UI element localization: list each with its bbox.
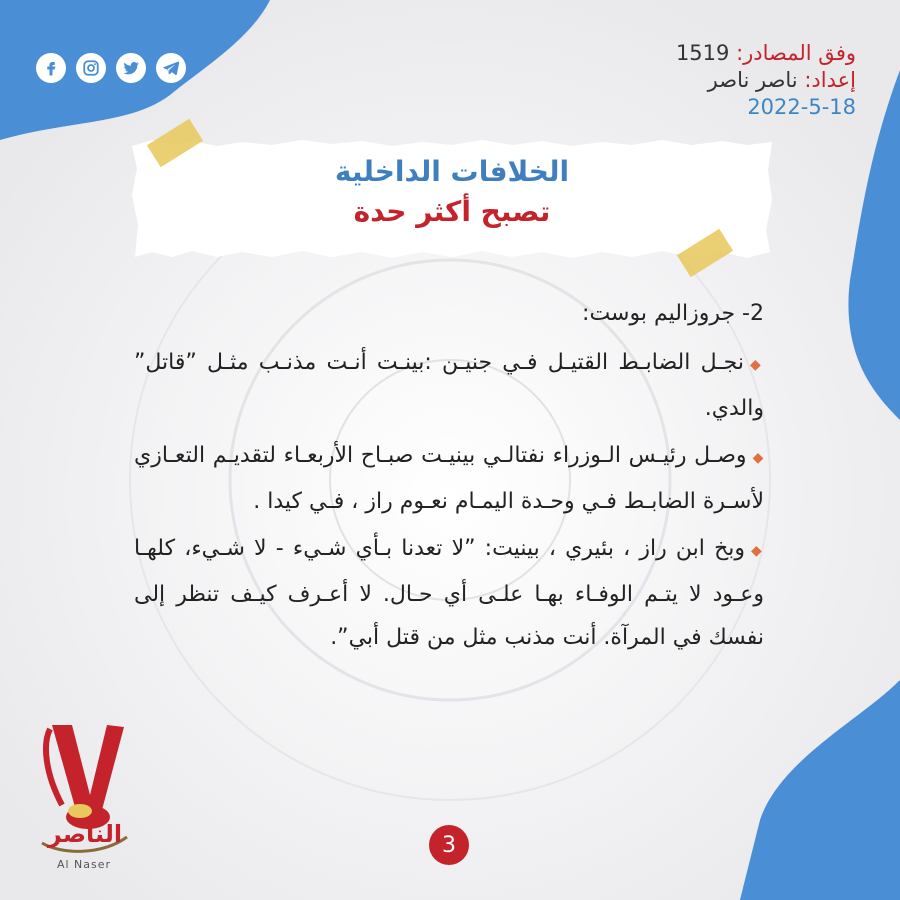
author-line <box>676 67 856 94</box>
al-naser-logo <box>32 715 142 875</box>
telegram-icon[interactable] <box>156 53 186 83</box>
title-line-1: الخلافات الداخلية <box>334 155 570 188</box>
logo-arabic-text: الناصر <box>47 820 123 848</box>
diamond-bullet-icon: ◆ <box>750 357 764 373</box>
article-body <box>134 292 764 663</box>
publish-date: 2022-5-18 <box>747 95 856 119</box>
title-line-2: تصبح أكثر حدة <box>353 195 551 228</box>
meta-info <box>676 40 856 121</box>
bullet-paragraph <box>134 341 764 430</box>
sources-line <box>676 40 856 67</box>
sources-count: 1519 <box>675 41 730 65</box>
author-label: إعداد: <box>804 68 856 92</box>
sources-label: وفق المصادر: <box>736 41 856 65</box>
author-name: ناصر ناصر <box>707 68 798 92</box>
section-heading: 2- جروزاليم بوست: <box>582 301 764 326</box>
diamond-bullet-icon: ◆ <box>751 543 764 559</box>
social-icons <box>36 53 186 83</box>
title-block <box>132 152 772 232</box>
bullet-text: وصـل رئيـس الـوزراء نفتالـي بينيـت صبـاح الأربعـاء لتقديـم التعـازي لأسـرة الضابـط فـي وحـدة اليمـام نعـوم راز ، فـي كيدا . <box>134 443 764 514</box>
diamond-bullet-icon: ◆ <box>752 450 764 466</box>
instagram-icon[interactable] <box>76 53 106 83</box>
twitter-icon[interactable] <box>116 53 146 83</box>
page-number-badge: 3 <box>429 825 469 865</box>
bullet-text: نجـل الضابـط القتيـل فـي جنيـن :بينـت أنـت مذنـب مثـل ”قاتل” والدي. <box>134 350 764 421</box>
bullet-text: وبخ ابن راز ، بئيري ، بينيت: ”لا تعدنا بـأي شـيء - لا شـيء، كلهـا وعـود لا يتـم الوفـاء بهـا علـى أي حـال. لا أعـرف كيـف تنظر إلى نفسك في المرآة. أنت مذنب مثل من قتل أبي”. <box>134 536 764 650</box>
bullet-paragraph <box>134 434 764 523</box>
facebook-icon[interactable] <box>36 53 66 83</box>
logo-latin-text: Al Naser <box>56 858 112 871</box>
bullet-paragraph <box>134 527 764 659</box>
